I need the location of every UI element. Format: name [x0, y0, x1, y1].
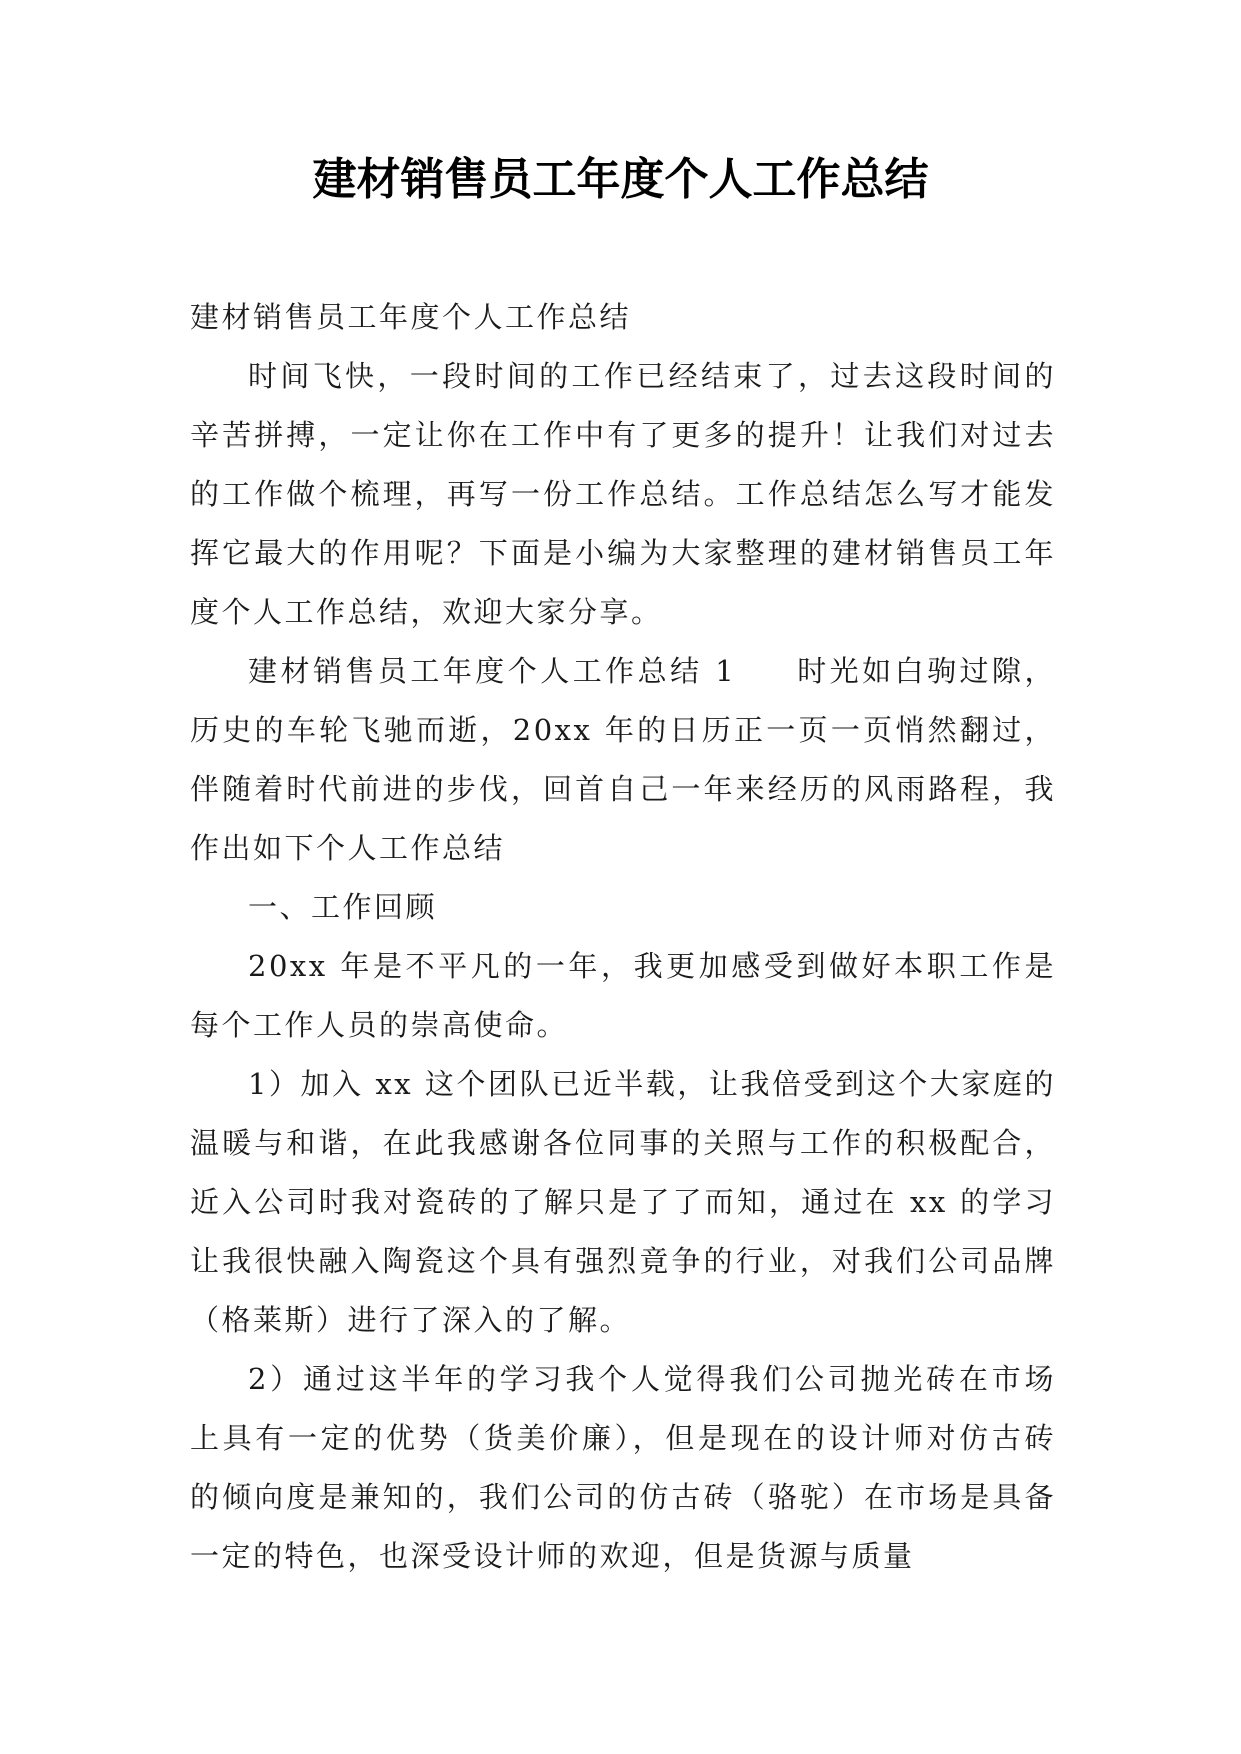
part1-heading: 一、工作回顾 [248, 890, 438, 924]
section1-paragraph [190, 642, 1056, 878]
document-body [190, 288, 1056, 1586]
item2-paragraph: 2）通过这半年的学习我个人觉得我们公司抛光砖在市场上具有一定的优势（货美价廉），但是现在的设计师对仿古砖的倾向度是兼知的，我们公司的仿古砖（骆驼）在市场是具备一定的特色，也深受设计师的欢迎，但是货源与质量 [190, 1362, 1056, 1573]
section1-text: 时光如白驹过隙，历史的车轮飞驰而逝，20xx 年的日历正一页一页悄然翻过，伴随着时代前进的步伐，回首自己一年来经历的风雨路程，我作出如下个人工作总结 [190, 654, 1056, 865]
part1-intro-paragraph: 20xx 年是不平凡的一年，我更加感受到做好本职工作是每个工作人员的崇高使命。 [190, 949, 1056, 1042]
section1-heading: 建材销售员工年度个人工作总结 1 [248, 654, 737, 688]
document-subtitle: 建材销售员工年度个人工作总结 [190, 300, 632, 334]
intro-paragraph: 时间飞快，一段时间的工作已经结束了，过去这段时间的辛苦拼搏，一定让你在工作中有了更多的提升！让我们对过去的工作做个梳理，再写一份工作总结。工作总结怎么写才能发挥它最大的作用呢？下面是小编为大家整理的建材销售员工年度个人工作总结，欢迎大家分享。 [190, 359, 1056, 629]
document-title: 建材销售员工年度个人工作总结 [312, 154, 929, 205]
item1-paragraph: 1）加入 xx 这个团队已近半载，让我倍受到这个大家庭的温暖与和谐，在此我感谢各位同事的关照与工作的积极配合，近入公司时我对瓷砖的了解只是了了而知，通过在 xx 的学习让我很快融入陶瓷这个具有强烈竟争的行业，对我们公司品牌（格莱斯）进行了深入的了解。 [190, 1067, 1056, 1337]
